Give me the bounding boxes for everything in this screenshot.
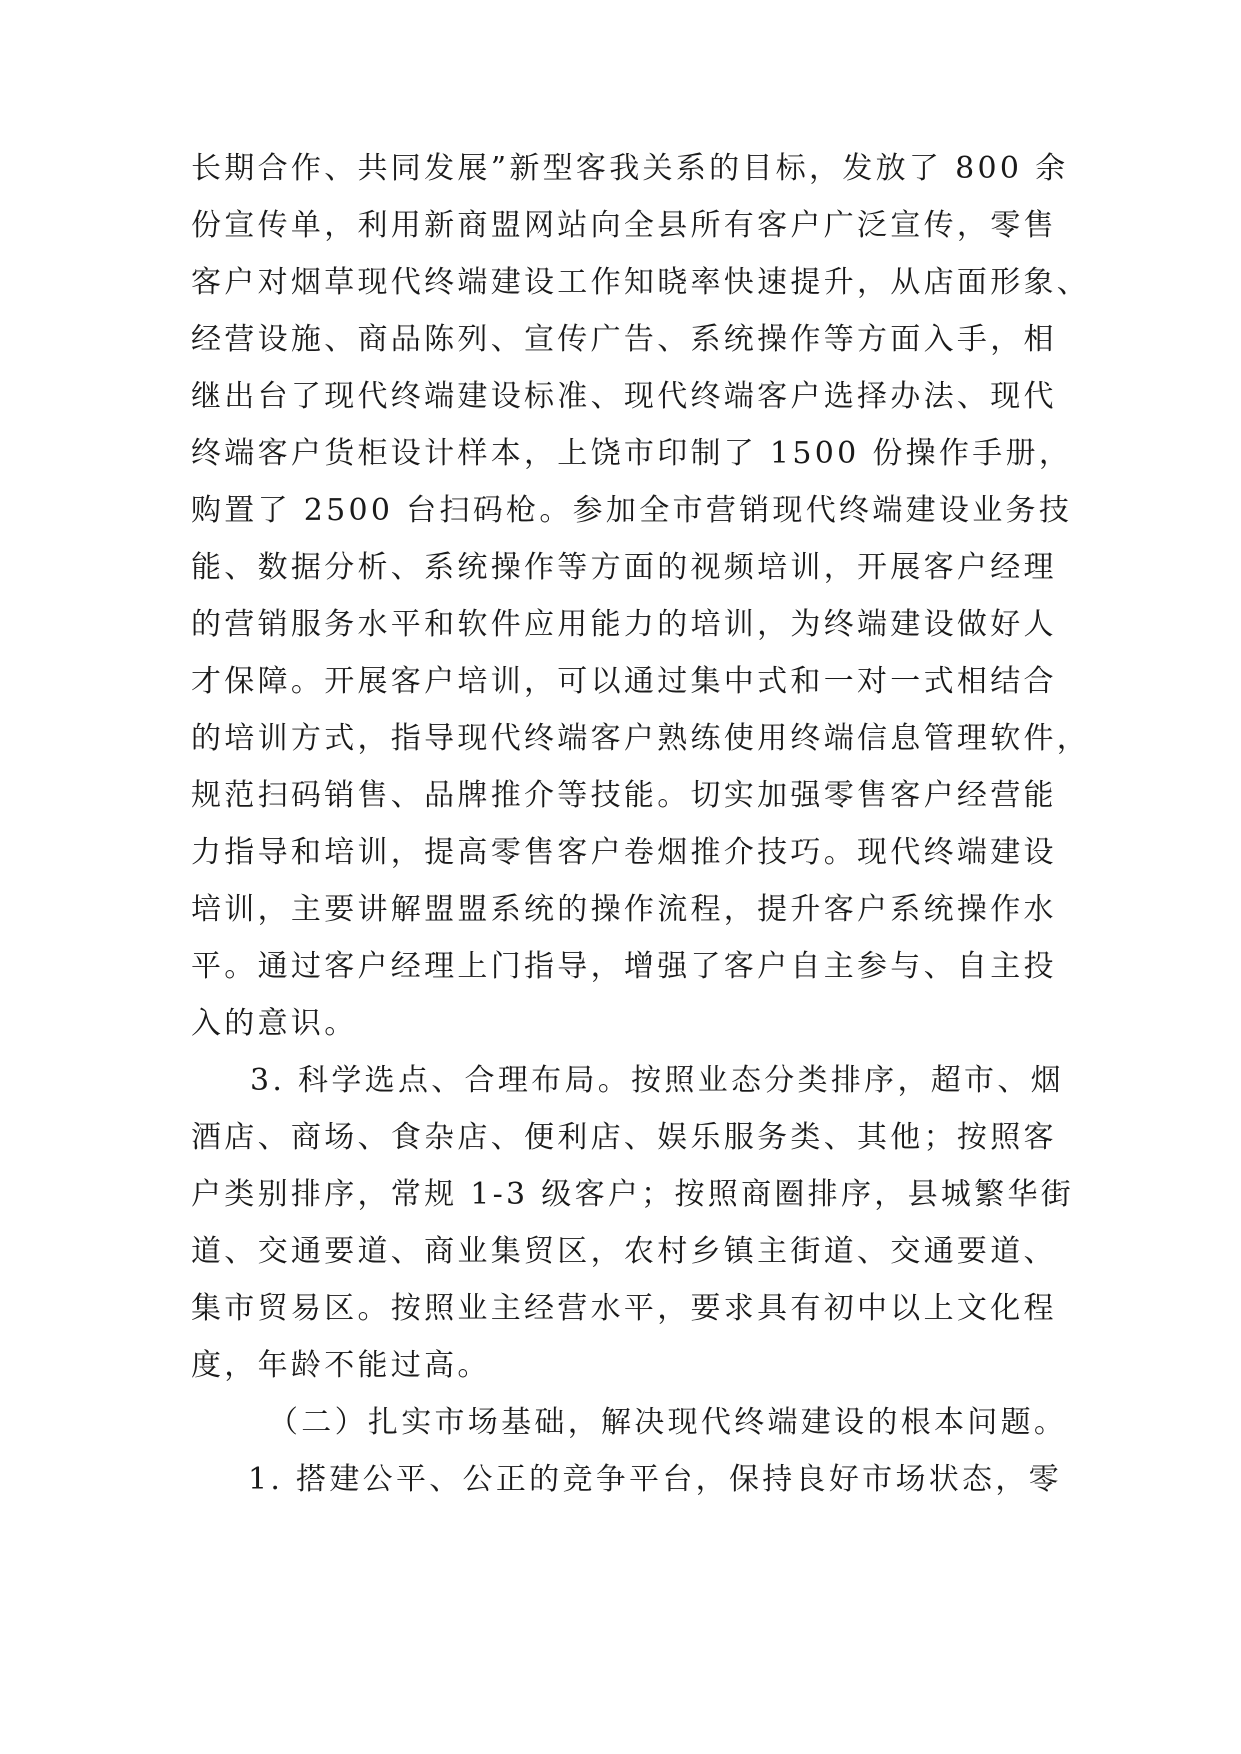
text-line-8: 能、数据分析、系统操作等方面的视频培训，开展客户经理 [191,550,1057,585]
text-line-9: 的营销服务水平和软件应用能力的培训，为终端建设做好人 [191,607,1057,642]
text-line-22: 度，年龄不能过高。 [191,1348,491,1383]
list-item-1: 1. 搭建公平、公正的竞争平台，保持良好市场状态，零 [248,1462,1062,1497]
list-item-3: 3. 科学选点、合理布局。按照业态分类排序，超市、烟 [250,1063,1064,1098]
text-line-5: 继出台了现代终端建设标准、现代终端客户选择办法、现代 [191,379,1057,414]
text-line-21: 集市贸易区。按照业主经营水平，要求具有初中以上文化程 [191,1291,1057,1326]
text-line-15: 平。通过客户经理上门指导，增强了客户自主参与、自主投 [191,949,1057,984]
text-line-12: 规范扫码销售、品牌推介等技能。切实加强零售客户经营能 [191,778,1057,813]
text-line-2: 份宣传单，利用新商盟网站向全县所有客户广泛宣传，零售 [191,208,1057,243]
text-line-14: 培训，主要讲解盟盟系统的操作流程，提升客户系统操作水 [191,892,1057,927]
text-line-4: 经营设施、商品陈列、宣传广告、系统操作等方面入手，相 [191,322,1057,357]
text-line-13: 力指导和培训，提高零售客户卷烟推介技巧。现代终端建设 [191,835,1057,870]
text-line-6: 终端客户货柜设计样本，上饶市印制了 1500 份操作手册， [191,436,1073,471]
section-heading: （二）扎实市场基础，解决现代终端建设的根本问题。 [268,1405,1068,1440]
text-line-20: 道、交通要道、商业集贸区，农村乡镇主街道、交通要道、 [191,1234,1057,1269]
text-line-18: 酒店、商场、食杂店、便利店、娱乐服务类、其他；按照客 [191,1120,1057,1155]
text-line-16: 入的意识。 [191,1006,358,1041]
text-line-7: 购置了 2500 台扫码枪。参加全市营销现代终端建设业务技 [191,493,1073,528]
text-line-3: 客户对烟草现代终端建设工作知晓率快速提升，从店面形象、 [191,265,1091,300]
text-line-19: 户类别排序，常规 1-3 级客户；按照商圈排序，县城繁华街 [191,1177,1075,1212]
text-line-11: 的培训方式，指导现代终端客户熟练使用终端信息管理软件， [191,721,1091,756]
text-line-10: 才保障。开展客户培训，可以通过集中式和一对一式相结合 [191,664,1057,699]
text-line-1: 长期合作、共同发展”新型客我关系的目标，发放了 800 余 [191,151,1069,186]
